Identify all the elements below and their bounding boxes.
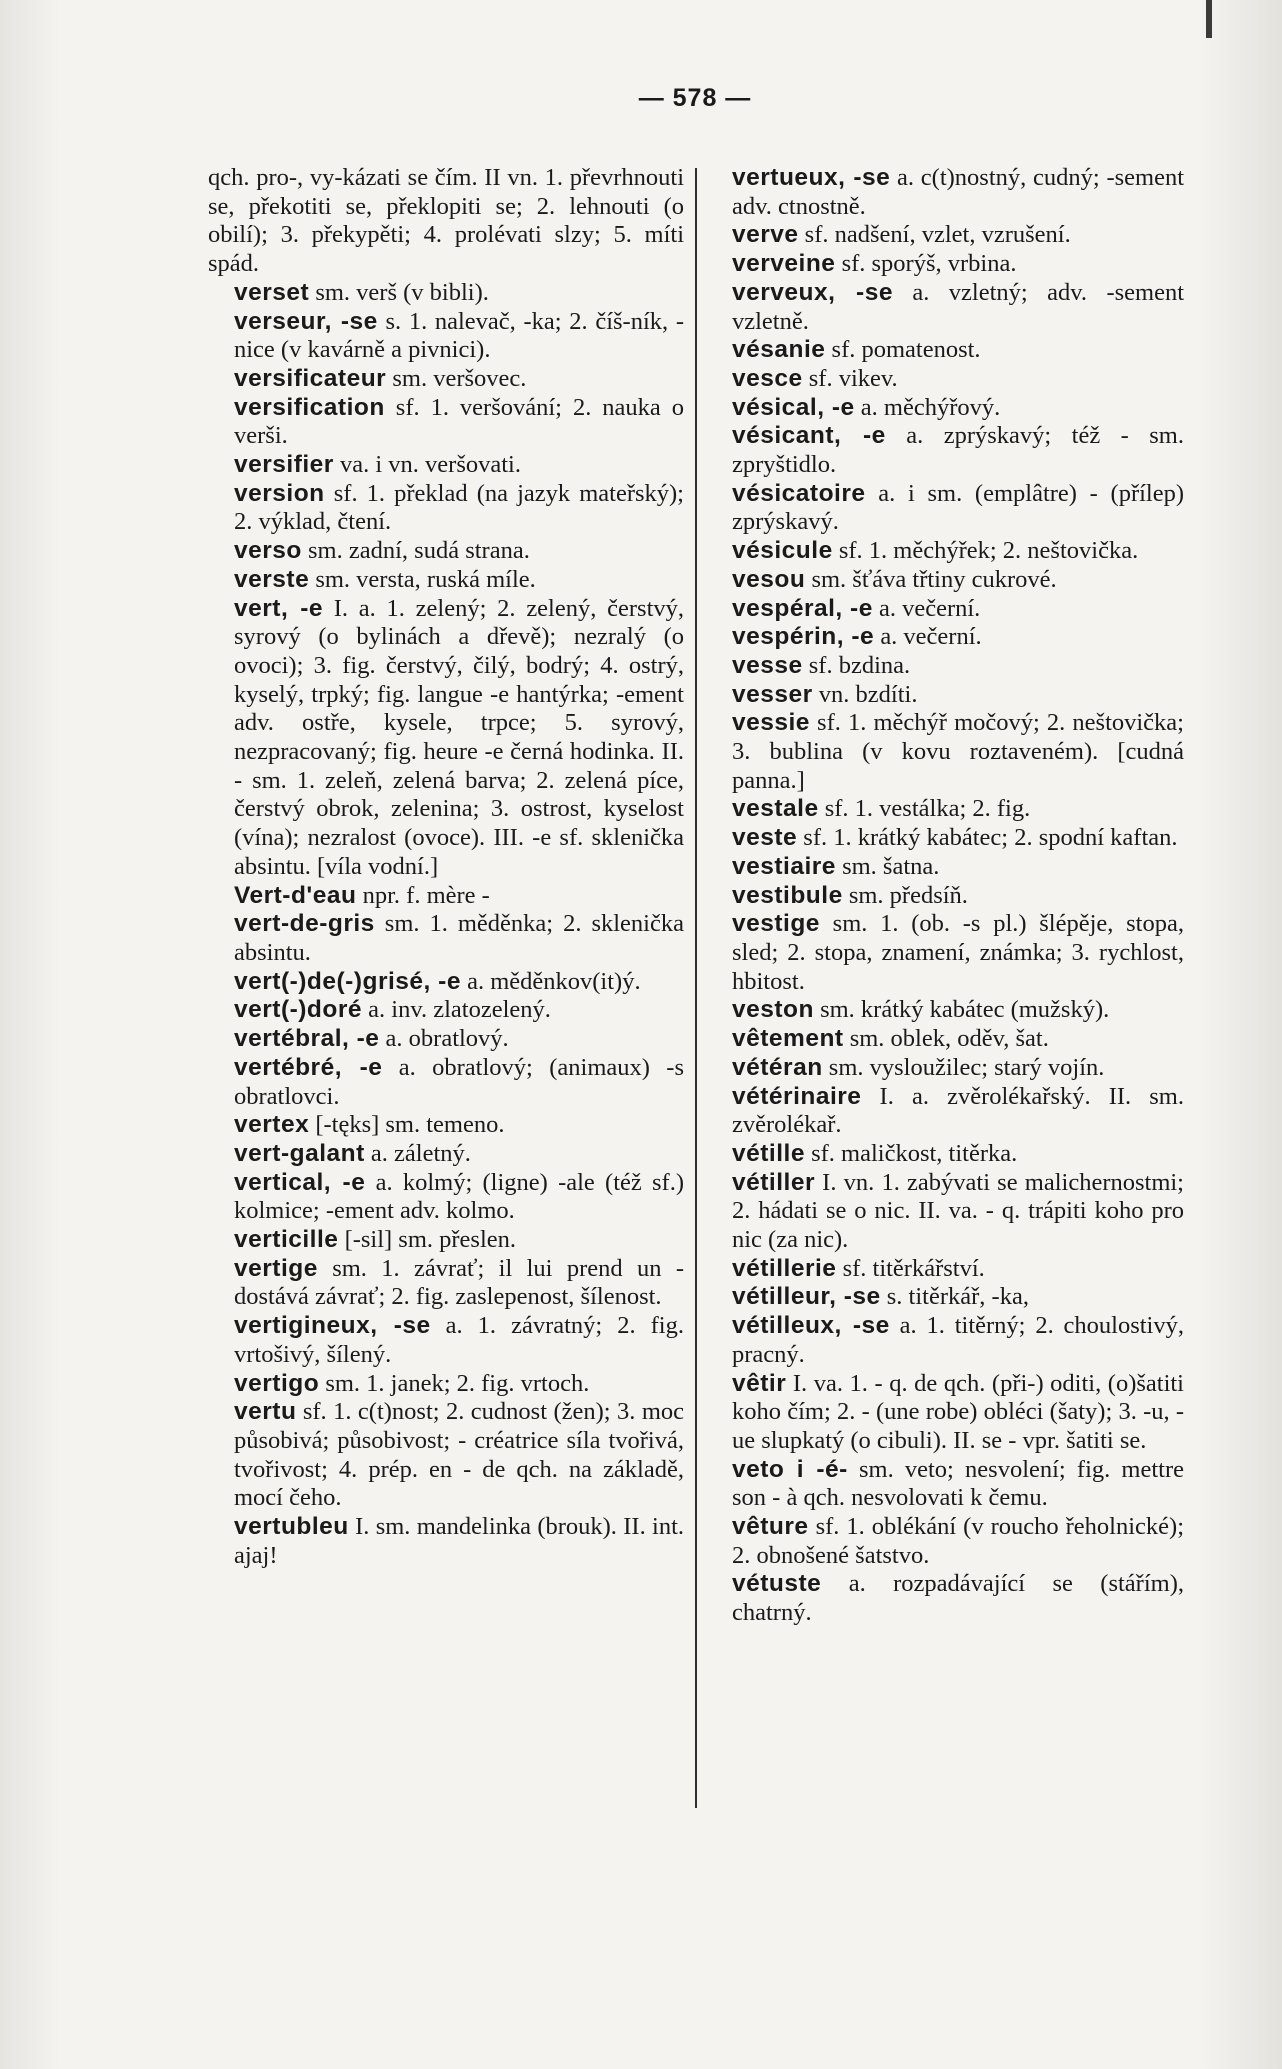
entry-headword: vesse — [732, 651, 803, 679]
entry-headword: verseur, -se — [234, 307, 378, 335]
entry-definition: sf. 1. měchýř močový; 2. neštovička; 3. bublina (v kovu roztaveném). [cudná panna.] — [732, 709, 1184, 794]
dictionary-entry — [706, 250, 1184, 279]
entry-headword: verso — [234, 537, 302, 565]
entry-definition: npr. f. mère - — [356, 881, 490, 909]
dictionary-entry — [706, 623, 1184, 652]
entry-headword: vert(-)doré — [234, 996, 363, 1024]
dictionary-entry — [208, 1312, 684, 1369]
entry-headword: vertébral, -e — [234, 1025, 380, 1053]
entry-definition: a. 1. závratný; 2. fig. vrtošivý, šílený. — [234, 1312, 684, 1368]
entry-headword: vert-galant — [234, 1139, 365, 1167]
dictionary-entry — [706, 1456, 1184, 1513]
entry-headword: vert, -e — [234, 594, 323, 622]
dictionary-entry — [706, 1054, 1184, 1083]
entry-headword: vespéral, -e — [732, 594, 873, 622]
entry-headword: vésicatoire — [732, 479, 866, 507]
dictionary-entry — [706, 1140, 1184, 1169]
entry-definition: a. večerní. — [872, 594, 981, 622]
entry-headword: versificateur — [234, 364, 387, 392]
entry-definition: a. 1. titěrný; 2. choulostivý, pracný. — [732, 1312, 1184, 1368]
dictionary-entry — [208, 1398, 684, 1513]
dictionary-entry — [208, 1255, 684, 1312]
entry-definition: [-sil] sm. přeslen. — [338, 1226, 517, 1254]
entry-headword: vétilleux, -se — [732, 1312, 890, 1340]
entry-definition: I. sm. mandelinka (brouk). II. int. ajaj! — [234, 1513, 684, 1569]
dictionary-entry — [208, 480, 684, 537]
entry-definition: sm. vysloužilec; starý vojín. — [822, 1053, 1105, 1081]
dictionary-entry — [208, 1370, 684, 1399]
dictionary-entry — [706, 164, 1184, 221]
dictionary-entry — [208, 968, 684, 997]
entry-definition: a. obratlový. — [379, 1025, 509, 1053]
entry-headword: vesou — [732, 565, 806, 593]
entry-definition: sf. 1. oblékání (v roucho řeholnické); 2. obnošené šatstvo. — [732, 1513, 1184, 1569]
dictionary-entry — [706, 1169, 1184, 1255]
dictionary-entry — [208, 537, 684, 566]
entry-definition: sm. předsíň. — [842, 881, 968, 909]
entry-definition: qch. pro-, vy-kázati se čím. II vn. 1. převrhnouti se, překotiti se, překlopiti se; 2. lehnouti (o obilí); 3. překypěti; 4. prolévati slzy; 5. míti spád. — [208, 164, 684, 278]
entry-definition: a. zprýskavý; též - sm. zpryštidlo. — [732, 422, 1184, 479]
entry-headword: vertu — [234, 1398, 297, 1426]
dictionary-entry — [706, 394, 1184, 423]
dictionary-entry — [706, 652, 1184, 681]
entry-headword: veston — [732, 996, 814, 1024]
dictionary-entry — [208, 1111, 684, 1140]
entry-headword: vésicant, -e — [732, 422, 886, 450]
entry-headword: verset — [234, 278, 310, 306]
entry-definition: sm. versta, ruská míle. — [309, 565, 536, 593]
left-column — [208, 164, 684, 1570]
entry-headword: vêture — [732, 1513, 809, 1541]
dictionary-entry — [706, 853, 1184, 882]
dictionary-entry — [706, 1570, 1184, 1627]
entry-headword: versification — [234, 393, 385, 421]
entry-headword: vétille — [732, 1139, 805, 1167]
entry-headword: vert-de-gris — [234, 910, 375, 938]
entry-headword: verve — [732, 221, 799, 249]
page-number: — 578 — — [638, 84, 752, 112]
entry-definition: a. kolmý; (ligne) -ale (též sf.) kolmice; -ement adv. kolmo. — [234, 1168, 684, 1225]
entry-headword: verste — [234, 565, 310, 593]
dictionary-entry — [208, 910, 684, 967]
entry-definition: a. večerní. — [874, 623, 982, 651]
entry-definition: a. i sm. (emplâtre) - (přílep) zprýskavý. — [732, 479, 1184, 536]
page-edge-mark — [1206, 0, 1212, 38]
entry-definition: sm. šatna. — [835, 852, 940, 880]
entry-headword: vestale — [732, 795, 819, 823]
entry-definition: a. c(t)nostný, cudný; -sement adv. ctnostně. — [732, 164, 1184, 220]
entry-definition: sf. bzdina. — [802, 651, 911, 679]
entry-headword: vesser — [732, 680, 813, 708]
dictionary-entry — [208, 279, 684, 308]
entry-definition: sf. sporýš, vrbina. — [835, 250, 1017, 278]
entry-definition: a. inv. zlatozelený. — [362, 996, 551, 1024]
dictionary-entry — [706, 422, 1184, 479]
dictionary-entry — [208, 308, 684, 365]
entry-headword: veste — [732, 824, 798, 852]
entry-definition: sf. pomatenost. — [825, 336, 981, 364]
dictionary-entry — [706, 365, 1184, 394]
entry-headword: vestige — [732, 910, 820, 938]
entry-headword: vésanie — [732, 336, 826, 364]
entry-definition: s. titěrkář, -ka, — [880, 1283, 1029, 1311]
entry-headword: vertical, -e — [234, 1168, 366, 1196]
entry-definition: sm. 1. měděnka; 2. sklenička absintu. — [234, 910, 684, 966]
dictionary-entry — [706, 1312, 1184, 1369]
entry-headword: vésical, -e — [732, 393, 855, 421]
entry-definition: sf. 1. měchýřek; 2. neštovička. — [832, 537, 1139, 565]
entry-headword: vesce — [732, 364, 803, 392]
dictionary-entry — [706, 1370, 1184, 1456]
entry-headword: vétiller — [732, 1168, 815, 1196]
dictionary-entry — [706, 996, 1184, 1025]
entry-definition: sm. 1. (ob. -s pl.) šlépěje, stopa, sled; 2. stopa, znamení, známka; 3. rychlost, hbitost. — [732, 910, 1184, 995]
entry-definition: a. měchýřový. — [854, 393, 1001, 421]
entry-definition: a. vzletný; adv. -sement vzletně. — [732, 278, 1184, 335]
entry-headword: vêtir — [732, 1369, 787, 1397]
entry-headword: vêtement — [732, 1025, 844, 1053]
entry-headword: veto i -é- — [732, 1455, 848, 1483]
entry-definition: sf. 1. veršování; 2. nauka o verši. — [234, 393, 684, 450]
entry-headword: vessie — [732, 709, 810, 737]
entry-headword: vertige — [234, 1254, 318, 1282]
dictionary-entry — [706, 566, 1184, 595]
dictionary-entry — [208, 1513, 684, 1570]
dictionary-entry — [706, 1255, 1184, 1284]
entry-definition: I. a. zvěrolékařský. II. sm. zvěrolékař. — [732, 1082, 1184, 1139]
entry-headword: vésicule — [732, 537, 833, 565]
dictionary-entry — [706, 480, 1184, 537]
dictionary-entry — [706, 910, 1184, 996]
entry-definition: a. měděnkov(it)ý. — [460, 967, 641, 995]
entry-headword: versifier — [234, 451, 334, 479]
entry-definition: sf. nadšení, vzlet, vzrušení. — [798, 221, 1071, 249]
dictionary-entry — [706, 336, 1184, 365]
entry-headword: vertueux, -se — [732, 164, 891, 191]
right-entry-list — [706, 164, 1184, 1628]
dictionary-entry — [208, 1226, 684, 1255]
dictionary-entry — [706, 279, 1184, 336]
dictionary-entry — [706, 1513, 1184, 1570]
dictionary-entry — [208, 566, 684, 595]
entry-headword: vert(-)de(-)grisé, -e — [234, 967, 461, 995]
entry-headword: vertébré, -e — [234, 1053, 383, 1081]
dictionary-entry — [208, 1169, 684, 1226]
entry-definition: sm. verš (v bibli). — [309, 278, 489, 306]
left-entry-list — [208, 164, 684, 1570]
entry-definition: sf. 1. překlad (na jazyk mateřský); 2. výklad, čtení. — [234, 479, 684, 536]
entry-definition: sf. vikev. — [802, 364, 898, 392]
entry-definition: sm. veto; nesvolení; fig. mettre son - à qch. nesvolovati k čemu. — [732, 1455, 1184, 1512]
dictionary-entry — [706, 681, 1184, 710]
entry-definition: s. 1. nalevač, -ka; 2. číš-ník, -nice (v kavárně a pivnici). — [234, 307, 684, 364]
dictionary-entry — [706, 709, 1184, 795]
dictionary-entry — [208, 882, 684, 911]
dictionary-entry — [208, 164, 684, 279]
entry-headword: vétuste — [732, 1570, 822, 1598]
entry-headword: vertigineux, -se — [234, 1312, 431, 1340]
entry-headword: vespérin, -e — [732, 623, 875, 651]
column-divider — [695, 168, 697, 1808]
dictionary-entry — [208, 595, 684, 882]
entry-headword: verveux, -se — [732, 278, 893, 306]
entry-definition: sm. oblek, oděv, šat. — [843, 1025, 1049, 1053]
entry-definition: sm. krátký kabátec (mužský). — [813, 996, 1110, 1024]
entry-headword: vétilleur, -se — [732, 1283, 881, 1311]
entry-definition: sf. 1. vestálka; 2. fig. — [818, 795, 1031, 823]
entry-headword: vertex — [234, 1111, 310, 1139]
entry-definition: sf. titěrkářství. — [836, 1254, 985, 1282]
dictionary-entry — [706, 595, 1184, 624]
entry-definition: sf. 1. krátký kabátec; 2. spodní kaftan. — [797, 824, 1178, 852]
dictionary-entry — [208, 394, 684, 451]
entry-headword: verticille — [234, 1226, 339, 1254]
entry-definition: vn. bzdíti. — [812, 680, 918, 708]
dictionary-entry — [208, 451, 684, 480]
entry-definition: sm. zadní, sudá strana. — [301, 537, 530, 565]
entry-definition: a. rozpadávající se (stářím), chatrný. — [732, 1570, 1184, 1627]
dictionary-entry — [706, 882, 1184, 911]
entry-headword: vétillerie — [732, 1254, 837, 1282]
entry-definition: sm. šťáva třtiny cukrové. — [805, 565, 1057, 593]
entry-headword: Vert-d'eau — [234, 881, 357, 909]
entry-definition: [-tęks] sm. temeno. — [309, 1111, 505, 1139]
entry-headword: version — [234, 479, 325, 507]
entry-headword: vertubleu — [234, 1513, 349, 1541]
dictionary-entry — [208, 1140, 684, 1169]
entry-headword: vestibule — [732, 881, 843, 909]
entry-definition: sm. 1. závrať; il lui prend un - dostává závrať; 2. fig. zaslepenost, šílenost. — [234, 1254, 684, 1311]
entry-definition: a. záletný. — [364, 1139, 471, 1167]
dictionary-entry — [706, 824, 1184, 853]
entry-headword: vétéran — [732, 1053, 823, 1081]
entry-definition: sm. veršovec. — [386, 364, 527, 392]
dictionary-entry — [208, 1054, 684, 1111]
entry-definition: sm. 1. janek; 2. fig. vrtoch. — [319, 1369, 590, 1397]
dictionary-entry — [706, 1083, 1184, 1140]
entry-definition: I. a. 1. zelený; 2. zelený, čerstvý, syrový (o bylinách a dřevě); nezralý (o ovoci); 3. fig. čerstvý, čilý, bodrý; 4. ostrý, kyselý, trpký; fig. langue -e hantýrka; -ement adv. ostře, kysele, trpce; 5. syrový, nezpracovaný; fig. heure -e černá hodinka. II. - sm. 1. zeleň, zelená barva; 2. zelená píce, čerstvý obrok, zelenina; 3. ostrost, kyselost (vína); nezralost (ovoce). III. -e sf. sklenička absintu. [víla vodní.] — [234, 594, 685, 880]
dictionary-entry — [706, 221, 1184, 250]
entry-headword: vertigo — [234, 1369, 320, 1397]
entry-definition: a. obratlový; (animaux) -s obratlovci. — [234, 1053, 684, 1110]
dictionary-entry — [706, 1025, 1184, 1054]
entry-definition: sf. maličkost, titěrka. — [804, 1139, 1018, 1167]
entry-definition: I. va. 1. - q. de qch. (při-) oditi, (o)šatiti koho čím; 2. - (une robe) obléci (šaty); 3. -u, -ue slupkatý (o cibuli). II. se - vpr. šatiti se. — [732, 1369, 1184, 1454]
dictionary-entry — [706, 537, 1184, 566]
entry-definition: va. i vn. veršovati. — [333, 451, 521, 479]
dictionary-entry — [208, 1025, 684, 1054]
right-column — [706, 164, 1184, 1628]
entry-definition: sf. 1. c(t)nost; 2. cudnost (žen); 3. moc působivá; působivost; - créatrice síla tvořivá, tvořivost; 4. prép. en - de qch. na základě, mocí čeho. — [234, 1398, 684, 1512]
entry-headword: verveine — [732, 250, 836, 278]
entry-headword: vestiaire — [732, 852, 836, 880]
dictionary-entry — [706, 1283, 1184, 1312]
dictionary-entry — [208, 996, 684, 1025]
entry-definition: I. vn. 1. zabývati se malichernostmi; 2. hádati se o nic. II. va. - q. trápiti koho pro nic (za nic). — [732, 1168, 1184, 1254]
dictionary-entry — [208, 365, 684, 394]
entry-headword: vétérinaire — [732, 1082, 862, 1110]
dictionary-entry — [706, 795, 1184, 824]
